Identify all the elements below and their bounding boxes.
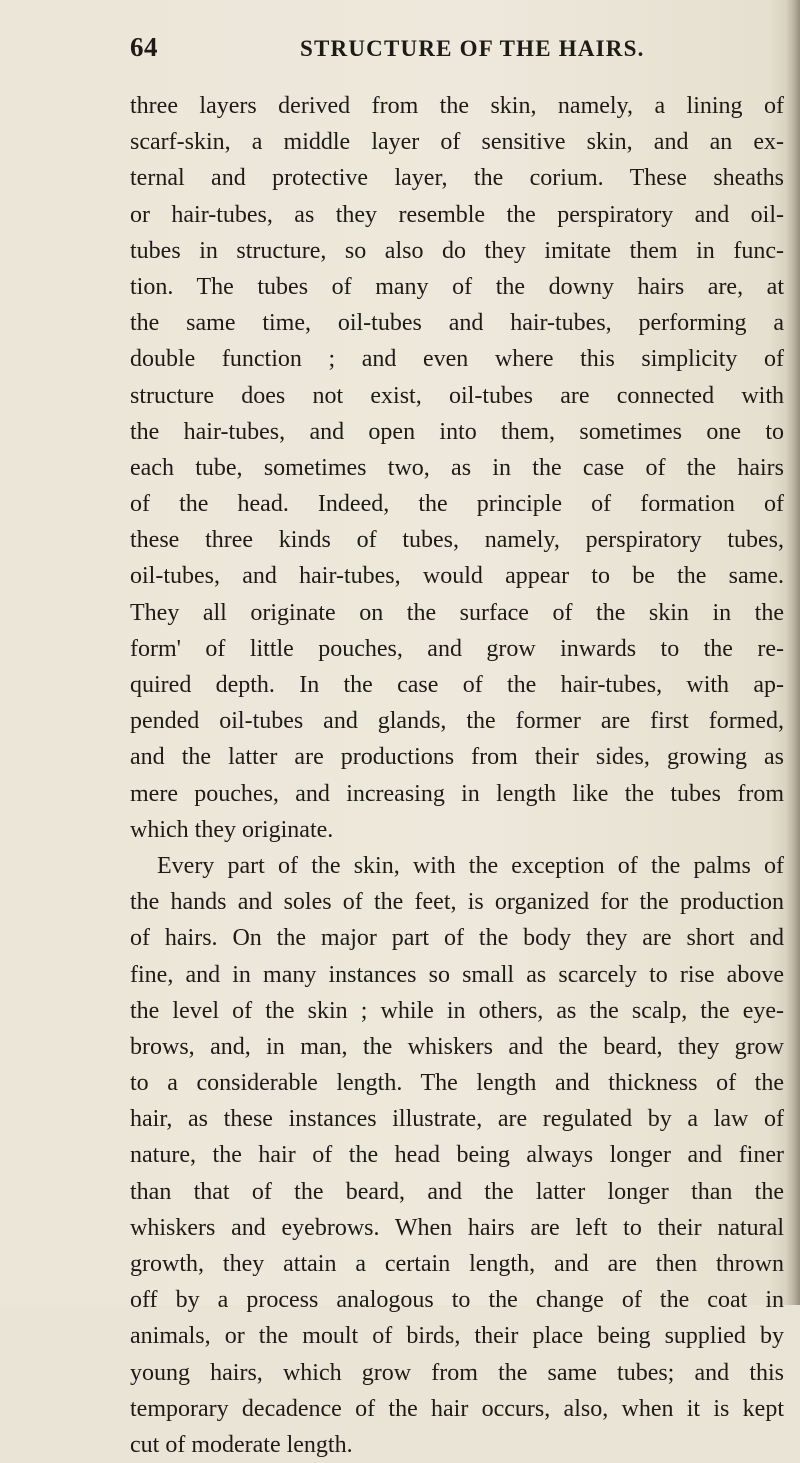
text-line: off by a process analogous to the change of the coat in [130,1287,784,1314]
text-line: scarf-skin, a middle layer of sensitive skin, and an ex- [130,129,784,156]
text-line: fine, and in many instances so small as scarcely to rise above [130,961,784,988]
text-line: each tube, sometimes two, as in the case of the hairs [130,454,784,481]
text-line: the level of the skin ; while in others, as the scalp, the eye- [130,997,784,1024]
text-line: to a considerable length. The length and thickness of the [130,1070,784,1097]
text-line: nature, the hair of the head being always longer and finer [130,1142,784,1169]
text-line: They all originate on the surface of the skin in the [130,599,784,626]
text-line: the hands and soles of the feet, is organized for the production [130,889,784,916]
paragraph [130,88,784,848]
text-line: three layers derived from the skin, namely, a lining of [130,93,784,119]
paragraph [130,848,784,1463]
page-edge-shadow [786,0,800,1305]
text-line: cut of moderate length. [130,1431,353,1458]
text-line: the same time, oil-tubes and hair-tubes, performing a [130,310,784,337]
text-line: animals, or the moult of birds, their place being supplied by [130,1323,784,1350]
text-line: temporary decadence of the hair occurs, also, when it is kept [130,1395,784,1422]
page-number: 64 [130,32,158,62]
text-line: these three kinds of tubes, namely, perspiratory tubes, [130,527,784,554]
text-line: oil-tubes, and hair-tubes, would appear to be the same. [130,563,784,590]
page-header [130,32,790,72]
text-line: Every part of the skin, with the exception of the palms of [157,852,784,879]
text-line: ternal and protective layer, the corium. These sheaths [130,165,784,192]
text-line: of hairs. On the major part of the body they are short and [130,925,784,952]
text-line: tion. The tubes of many of the downy hairs are, at [130,273,784,300]
text-line: mere pouches, and increasing in length like the tubes from [130,780,784,807]
text-line: form' of little pouches, and grow inwards to the re- [130,635,784,662]
text-line: whiskers and eyebrows. When hairs are left to their natural [130,1214,784,1241]
text-line: the hair-tubes, and open into them, sometimes one to [130,418,784,445]
text-line: and the latter are productions from their sides, growing as [130,744,784,771]
text-line: quired depth. In the case of the hair-tubes, with ap- [130,672,784,698]
text-line: of the head. Indeed, the principle of formation of [130,491,784,518]
text-line: or hair-tubes, as they resemble the perspiratory and oil- [130,201,784,228]
body-text [130,88,784,1463]
text-line: double function ; and even where this simplicity of [130,346,784,373]
text-line: structure does not exist, oil-tubes are connected with [130,382,784,409]
running-head: STRUCTURE OF THE HAIRS. [300,36,645,61]
text-line: which they originate. [130,816,334,843]
text-line: brows, and, in man, the whiskers and the beard, they grow [130,1033,784,1060]
text-line: than that of the beard, and the latter longer than the [130,1178,784,1205]
text-line: young hairs, which grow from the same tubes; and this [130,1359,784,1386]
text-line: hair, as these instances illustrate, are regulated by a law of [130,1106,784,1133]
text-line: growth, they attain a certain length, and are then thrown [130,1251,784,1277]
text-line: tubes in structure, so also do they imitate them in func- [130,237,784,264]
text-line: pended oil-tubes and glands, the former are first formed, [130,708,784,735]
